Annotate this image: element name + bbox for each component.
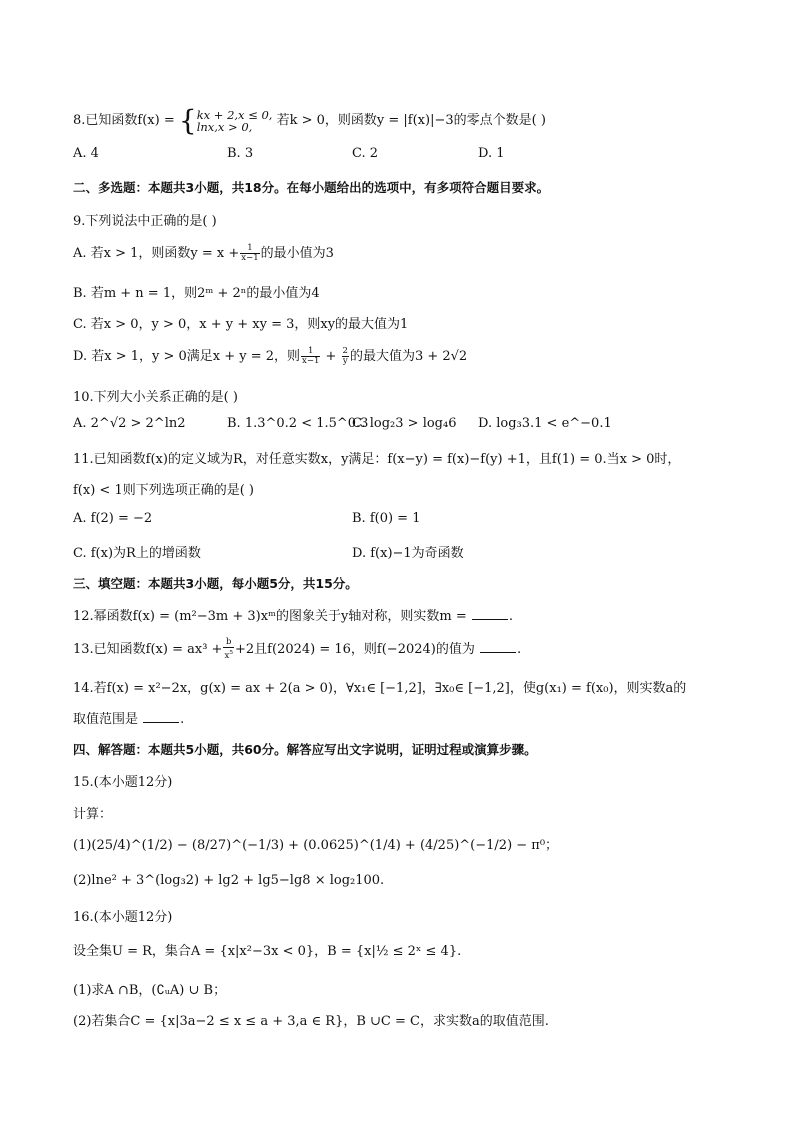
q13-post: +2且f(2024) = 16，则f(−2024)的值为 xyxy=(235,642,475,657)
q11-line1: 11.已知函数f(x)的定义域为R，对任意实数x，y满足：f(x−y) = f(x)−f(y) +1，且f(1) = 0.当x > 0时， xyxy=(73,452,681,467)
q8-prefix: 8.已知函数 xyxy=(73,113,138,128)
q8-option-d: D. 1 xyxy=(478,146,505,161)
question-12 xyxy=(73,605,513,624)
q9-optA-post: 的最小值为3 xyxy=(260,246,334,261)
q8-suffix: 若k > 0，则函数y = |f(x)|−3的零点个数是( ) xyxy=(276,113,546,128)
q14-answer-blank[interactable] xyxy=(143,711,179,723)
q15-header: 15.(本小题12分) xyxy=(73,775,173,790)
q9-optA-pre: A. 若x > 1，则函数y = x + xyxy=(73,246,240,261)
q12-answer-blank[interactable] xyxy=(472,608,508,620)
q16-part2: (2)若集合C = {x|3a−2 ≤ x ≤ a + 3,a ∈ R}，B ∪C = C，求实数a的取值范围. xyxy=(73,1014,549,1029)
q11-line2: f(x) < 1则下列选项正确的是( ) xyxy=(73,483,254,498)
q11-option-b: B. f(0) = 1 xyxy=(352,511,421,526)
section-2-heading xyxy=(73,178,549,196)
q9-optD-post: 的最大值为3 + 2√2 xyxy=(349,349,468,364)
section-3-title: 三、填空题：本题共3小题，每小题5分，共15分。 xyxy=(73,576,358,591)
q8-option-a: A. 4 xyxy=(73,146,99,161)
q14-end: . xyxy=(180,712,185,727)
q16-header: 16.(本小题12分) xyxy=(73,910,173,925)
q8-piece2: lnx,x > 0, xyxy=(196,119,253,134)
q8-piece1: kx + 2,x ≤ 0, xyxy=(196,107,273,122)
q10-stem: 10.下列大小关系正确的是( ) xyxy=(73,390,238,405)
q11-option-a: A. f(2) = −2 xyxy=(73,511,153,526)
q14-line2-text: 取值范围是 xyxy=(73,712,139,727)
q13-end: . xyxy=(517,642,522,657)
q14-line1: 14.若f(x) = x²−2x，g(x) = ax + 2(a > 0)，∀x₁∈ [−1,2]，∃x₀∈ [−1,2]，使g(x₁) = f(x₀)，则实数a的 xyxy=(73,681,687,696)
q10-option-a: A. 2^√2 > 2^ln2 xyxy=(73,416,186,431)
q10-option-b: B. 1.3^0.2 < 1.5^0.3 xyxy=(227,416,369,431)
q9-optD-pre: D. 若x > 1，y > 0满足x + y = 2，则 xyxy=(73,349,301,364)
q8-option-b: B. 3 xyxy=(227,146,254,161)
q11-option-c: C. f(x)为R上的增函数 xyxy=(73,546,201,561)
section-4-title: 四、解答题：本题共5小题，共60分。解答应写出文字说明，证明过程或演算步骤。 xyxy=(73,742,537,757)
q15-intro: 计算： xyxy=(73,807,113,822)
q12-text: 12.幂函数f(x) = (m²−3m + 3)xᵐ的图象关于y轴对称，则实数m = xyxy=(73,609,467,624)
q9-option-a xyxy=(73,242,334,263)
q10-option-c: C. log₂3 > log₄6 xyxy=(352,416,457,431)
q10-option-d: D. log₃3.1 < e^−0.1 xyxy=(478,416,612,431)
q14-line2 xyxy=(73,708,184,727)
q13-fraction: $\frac{b}{x^5}$ xyxy=(224,637,234,661)
section-4-heading xyxy=(73,740,537,758)
q15-part2: (2)lne² + 3^(log₃2) + lg2 + lg5−lg8 × log₂100. xyxy=(73,873,385,888)
q13-pre: 13.已知函数f(x) = ax³ + xyxy=(73,642,223,657)
q8-piecewise xyxy=(197,109,273,133)
section-3-heading xyxy=(73,574,358,592)
q9-optA-fraction: $\frac{1}{x-1}$ xyxy=(241,243,259,263)
q16-stem: 设全集U = R，集合A = {x|x²−3x < 0}，B = {x|½ ≤ 2ˣ ≤ 4}. xyxy=(73,944,462,959)
section-2-title: 二、多选题：本题共3小题，共18分。在每小题给出的选项中，有多项符合题目要求。 xyxy=(73,180,550,195)
q8-brace: { xyxy=(178,104,197,137)
q9-optD-frac2: $\frac{2}{y}$ xyxy=(342,346,348,366)
q12-end: . xyxy=(508,609,514,624)
q9-stem: 9.下列说法中正确的是( ) xyxy=(73,214,217,229)
question-13 xyxy=(73,638,521,661)
q9-option-c: C. 若x > 0，y > 0，x + y + xy = 3，则xy的最大值为1 xyxy=(73,317,409,332)
q15-part1: (1)(25/4)^(1/2) − (8/27)^(−1/3) + (0.0625)^(1/4) + (4/25)^(−1/2) − π⁰； xyxy=(73,838,559,853)
q16-part1: (1)求A ∩B，(∁ᵤA) ∪ B； xyxy=(73,983,227,998)
q8-option-c: C. 2 xyxy=(352,146,379,161)
question-8: 8.已知函数f(x) = {kx + 2,x ≤ 0, lnx,x > 0, 若k > 0，则函数y = |f(x)|−3的零点个数是( ) xyxy=(73,104,546,137)
q13-answer-blank[interactable] xyxy=(480,641,516,653)
q11-option-d: D. f(x)−1为奇函数 xyxy=(352,546,464,561)
q9-optD-frac1: $\frac{1}{x-1}$ xyxy=(302,346,320,366)
q9-option-b: B. 若m + n = 1，则2ᵐ + 2ⁿ的最小值为4 xyxy=(73,286,320,301)
q9-option-d: D. 若x > 1，y > 0满足x + y = 2，则 $\frac{1}{x-1}$ + $\frac{2}{y}$ 的最大值为3 + 2√2 xyxy=(73,346,468,366)
